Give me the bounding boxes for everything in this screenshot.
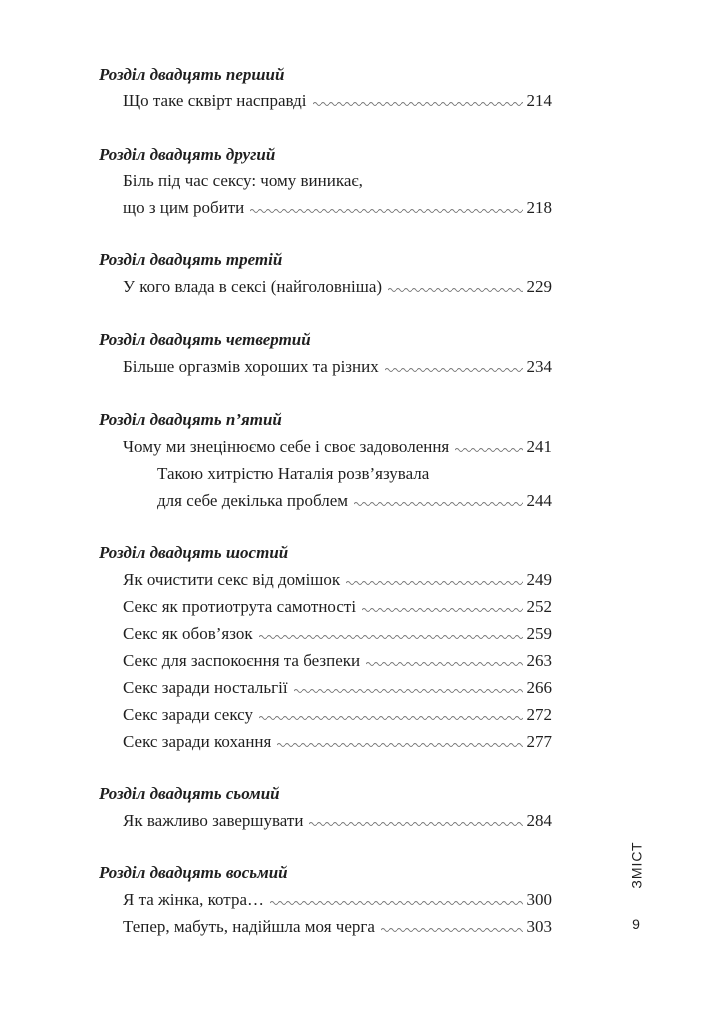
toc-entry[interactable] bbox=[123, 276, 552, 298]
toc-entry[interactable] bbox=[123, 197, 552, 219]
wavy-leader bbox=[270, 899, 523, 907]
entry-title: для себе декілька проблем bbox=[157, 491, 349, 510]
chapter-heading: Розділ двадцять третій bbox=[99, 250, 283, 269]
entry-title: Секс як обов’язок bbox=[123, 624, 253, 643]
toc-entry[interactable] bbox=[123, 704, 552, 726]
entry-title-line: Такою хитрістю Наталія розв’язувала bbox=[157, 464, 430, 483]
chapter-heading: Розділ двадцять перший bbox=[99, 65, 285, 84]
wavy-leader bbox=[259, 633, 523, 641]
entry-page-number: 234 bbox=[526, 357, 552, 376]
chapter-heading: Розділ двадцять четвертий bbox=[99, 330, 311, 349]
toc-entry[interactable] bbox=[123, 623, 552, 645]
toc-entry[interactable] bbox=[123, 677, 552, 699]
toc-entry[interactable] bbox=[123, 810, 552, 832]
chapter-heading: Розділ двадцять шостий bbox=[99, 543, 289, 562]
entry-page-number: 266 bbox=[526, 678, 552, 697]
entry-title: Секс заради кохання bbox=[123, 732, 272, 751]
entry-title: Більше оргазмів хороших та різних bbox=[123, 357, 379, 376]
entry-title: Я та жінка, котра… bbox=[123, 890, 264, 909]
chapter-heading: Розділ двадцять восьмий bbox=[99, 863, 288, 882]
toc-entry[interactable] bbox=[123, 90, 552, 112]
entry-title: Що таке сквірт насправді bbox=[123, 91, 307, 110]
wavy-leader bbox=[250, 207, 522, 215]
entry-page-number: 252 bbox=[526, 597, 552, 616]
toc-entry[interactable] bbox=[123, 569, 552, 591]
entry-title: Тепер, мабуть, надійшла моя черга bbox=[123, 917, 375, 936]
chapter-heading: Розділ двадцять другий bbox=[99, 145, 276, 164]
wavy-leader bbox=[309, 820, 522, 828]
entry-page-number: 218 bbox=[526, 198, 552, 217]
wavy-leader bbox=[455, 446, 522, 454]
entry-page-number: 263 bbox=[526, 651, 552, 670]
page-number: 9 bbox=[632, 916, 640, 932]
side-label-text: ЗМІСТ bbox=[629, 841, 645, 889]
entry-page-number: 244 bbox=[526, 491, 552, 510]
entry-title: Секс як протиотрута самотності bbox=[123, 597, 357, 616]
wavy-leader bbox=[381, 926, 523, 934]
wavy-leader bbox=[362, 606, 522, 614]
wavy-leader bbox=[294, 687, 523, 695]
wavy-leader bbox=[385, 366, 523, 374]
entry-title: Секс заради сексу bbox=[123, 705, 253, 724]
entry-title: що з цим робити bbox=[123, 198, 245, 217]
chapter-heading: Розділ двадцять п’ятий bbox=[99, 410, 282, 429]
toc-subentry[interactable] bbox=[157, 490, 552, 512]
entry-page-number: 284 bbox=[526, 811, 552, 830]
chapter-heading: Розділ двадцять сьомий bbox=[99, 784, 280, 803]
section-side-label bbox=[620, 841, 654, 889]
entry-title: У кого влада в сексі (найголовніша) bbox=[123, 277, 383, 296]
wavy-leader bbox=[388, 286, 522, 294]
entry-page-number: 300 bbox=[526, 890, 552, 909]
entry-title: Секс заради ностальгії bbox=[123, 678, 288, 697]
wavy-leader bbox=[277, 741, 522, 749]
toc-entry[interactable] bbox=[123, 596, 552, 618]
entry-page-number: 229 bbox=[526, 277, 552, 296]
toc-entry[interactable] bbox=[123, 436, 552, 458]
entry-page-number: 277 bbox=[526, 732, 552, 751]
entry-title: Секс для заспокоєння та безпеки bbox=[123, 651, 361, 670]
wavy-leader bbox=[346, 579, 522, 587]
entry-page-number: 249 bbox=[526, 570, 552, 589]
toc-entry[interactable] bbox=[123, 889, 552, 911]
entry-page-number: 259 bbox=[526, 624, 552, 643]
toc-entry[interactable] bbox=[123, 650, 552, 672]
toc-entry[interactable] bbox=[123, 916, 552, 938]
wavy-leader bbox=[313, 100, 523, 108]
entry-page-number: 303 bbox=[526, 917, 552, 936]
toc-entry[interactable] bbox=[123, 731, 552, 753]
entry-title: Як очистити секс від домішок bbox=[123, 570, 341, 589]
entry-title: Як важливо завершувати bbox=[123, 811, 304, 830]
wavy-leader bbox=[354, 500, 522, 508]
entry-title: Чому ми знецінюємо себе і своє задоволення bbox=[123, 437, 450, 456]
wavy-leader bbox=[366, 660, 522, 668]
entry-page-number: 272 bbox=[526, 705, 552, 724]
entry-title-line: Біль під час сексу: чому виникає, bbox=[123, 171, 363, 190]
entry-page-number: 214 bbox=[526, 91, 552, 110]
toc-entry[interactable] bbox=[123, 356, 552, 378]
wavy-leader bbox=[259, 714, 523, 722]
entry-page-number: 241 bbox=[526, 437, 552, 456]
